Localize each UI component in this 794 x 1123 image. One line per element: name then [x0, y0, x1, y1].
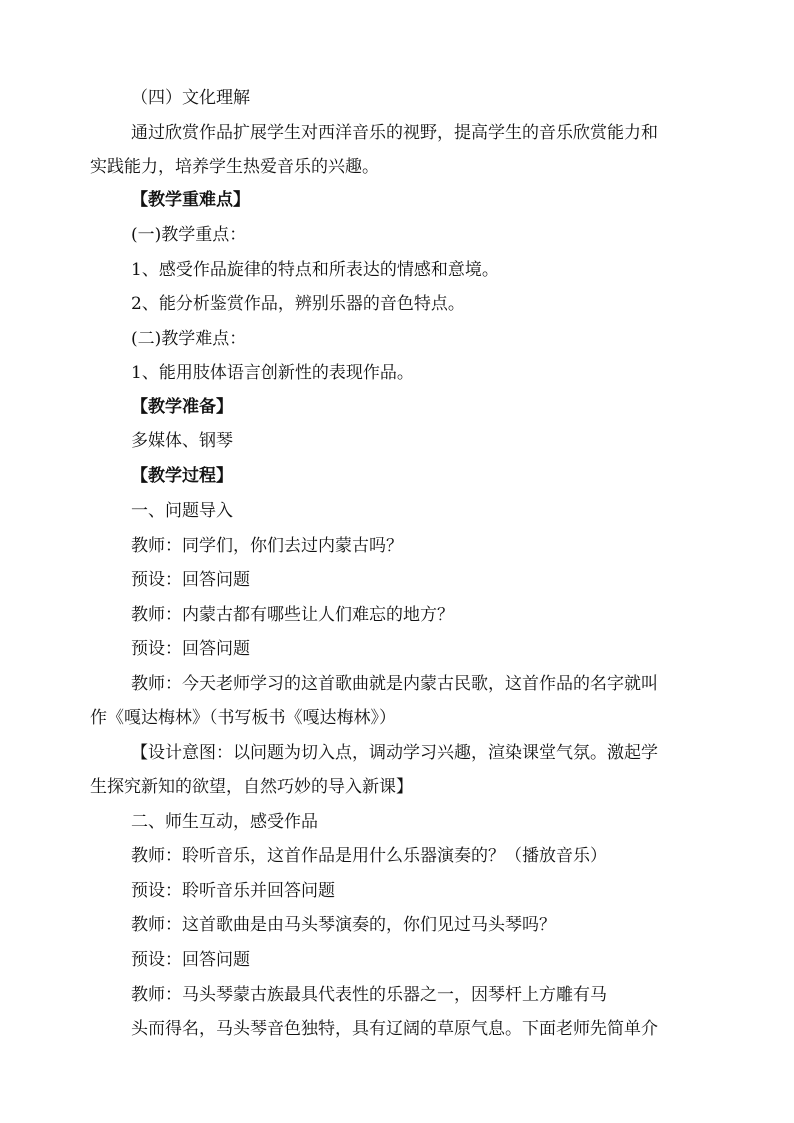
subheading-intro: 一、问题导入	[131, 501, 233, 521]
design-intent-line: 生探究新知的欲望，自然巧妙的导入新课】	[90, 777, 413, 797]
list-item: 1、能用肢体语言创新性的表现作品。	[131, 363, 414, 383]
subheading-key-points: (一)教学重点：	[131, 225, 247, 245]
section-heading-preparation: 【教学准备】	[131, 397, 233, 417]
dialogue-line: 作《嘎达梅林》（书写板书《嘎达梅林》）	[90, 708, 396, 728]
dialogue-line: 教师：内蒙古都有哪些让人们难忘的地方？	[131, 605, 454, 625]
dialogue-line: 预设：聆听音乐并回答问题	[131, 881, 335, 901]
section-heading-key-difficulties: 【教学重难点】	[131, 190, 250, 210]
dialogue-line: 教师：聆听音乐，这首作品是用什么乐器演奏的？（播放音乐）	[131, 846, 607, 866]
list-item: 1、感受作品旋律的特点和所表达的情感和意境。	[131, 260, 499, 280]
dialogue-line: 教师：马头琴蒙古族最具代表性的乐器之一，因琴杆上方雕有马	[131, 985, 607, 1005]
paragraph-line: 实践能力，培养学生热爱音乐的兴趣。	[90, 157, 379, 177]
subheading-difficult-points: (二)教学难点：	[131, 329, 247, 349]
paragraph-line: 通过欣赏作品扩展学生对西洋音乐的视野，提高学生的音乐欣赏能力和	[131, 123, 658, 143]
design-intent-line: 【设计意图：以问题为切入点，调动学习兴趣，渲染课堂气氛。激起学	[131, 743, 658, 763]
dialogue-line: 头而得名，马头琴音色独特，具有辽阔的草原气息。下面老师先简单介	[131, 1019, 658, 1039]
list-item: 2、能分析鉴赏作品，辨别乐器的音色特点。	[131, 294, 465, 314]
subheading-interaction: 二、师生互动，感受作品	[131, 812, 318, 832]
dialogue-line: 教师：今天老师学习的这首歌曲就是内蒙古民歌，这首作品的名字就叫	[131, 674, 658, 694]
dialogue-line: 教师：同学们，你们去过内蒙古吗？	[131, 536, 403, 556]
dialogue-line: 预设：回答问题	[131, 950, 250, 970]
dialogue-line: 教师：这首歌曲是由马头琴演奏的，你们见过马头琴吗？	[131, 915, 556, 935]
section-heading-cultural-understanding: （四）文化理解	[131, 88, 250, 108]
section-heading-process: 【教学过程】	[131, 466, 233, 486]
dialogue-line: 预设：回答问题	[131, 639, 250, 659]
paragraph-line: 多媒体、钢琴	[131, 431, 233, 451]
dialogue-line: 预设：回答问题	[131, 570, 250, 590]
